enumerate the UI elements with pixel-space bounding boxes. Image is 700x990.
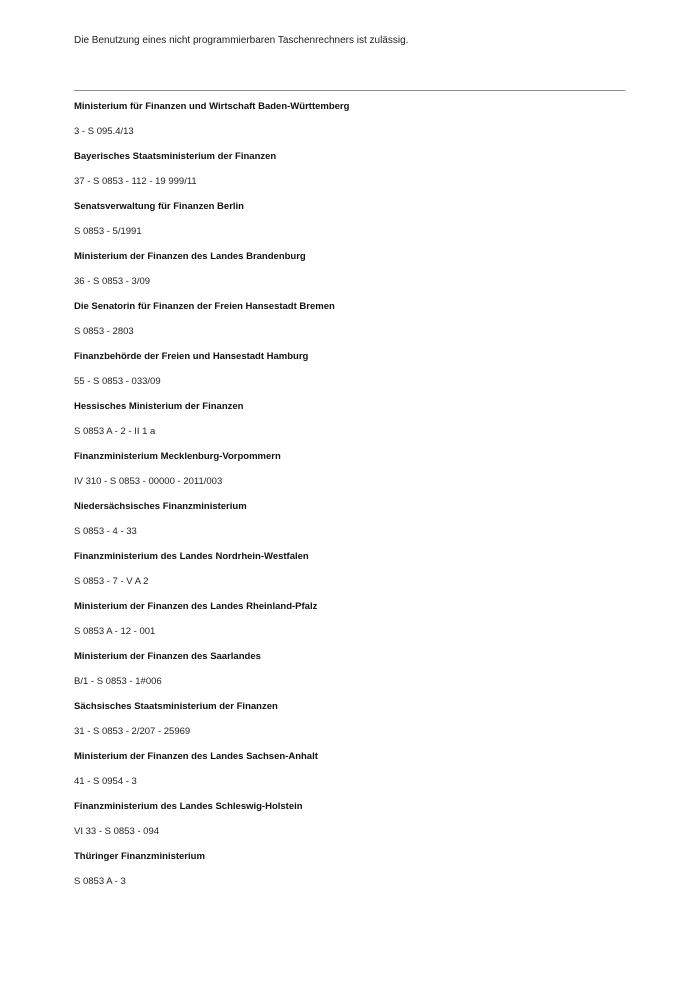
reference-number: S 0853 A - 3 bbox=[74, 876, 126, 887]
authority-entry-sachsen-anhalt bbox=[74, 750, 634, 800]
authority-name: Hessisches Ministerium der Finanzen bbox=[74, 401, 244, 412]
reference-number: S 0853 A - 12 - 001 bbox=[74, 626, 156, 637]
authority-name: Ministerium der Finanzen des Landes Brandenburg bbox=[74, 251, 306, 262]
reference-number: 41 - S 0954 - 3 bbox=[74, 776, 137, 787]
reference-number: S 0853 A - 2 - II 1 a bbox=[74, 426, 156, 437]
authority-name: Finanzministerium des Landes Nordrhein-Westfalen bbox=[74, 551, 309, 562]
authority-name: Senatsverwaltung für Finanzen Berlin bbox=[74, 201, 244, 212]
authority-name: Ministerium der Finanzen des Landes Sachsen-Anhalt bbox=[74, 751, 318, 762]
authority-name: Thüringer Finanzministerium bbox=[74, 851, 205, 862]
reference-number: VI 33 - S 0853 - 094 bbox=[74, 826, 160, 837]
authority-entry-hamburg bbox=[74, 350, 634, 400]
horizontal-divider bbox=[74, 90, 625, 91]
authority-entry-nordrhein-westfalen bbox=[74, 550, 634, 600]
reference-number: S 0853 - 4 - 33 bbox=[74, 526, 137, 537]
authority-name: Niedersächsisches Finanzministerium bbox=[74, 501, 247, 512]
authority-name: Finanzministerium des Landes Schleswig-Holstein bbox=[74, 801, 303, 812]
authority-entry-brandenburg bbox=[74, 250, 634, 300]
authority-name: Bayerisches Staatsministerium der Finanzen bbox=[74, 151, 277, 162]
reference-number: S 0853 - 2803 bbox=[74, 326, 134, 337]
reference-number: 55 - S 0853 - 033/09 bbox=[74, 376, 161, 387]
authority-entry-sachsen bbox=[74, 700, 634, 750]
authority-entry-rheinland-pfalz bbox=[74, 600, 634, 650]
authority-entry-berlin bbox=[74, 200, 634, 250]
authority-name: Die Senatorin für Finanzen der Freien Hansestadt Bremen bbox=[74, 301, 335, 312]
authority-name: Ministerium der Finanzen des Landes Rheinland-Pfalz bbox=[74, 601, 318, 612]
reference-number: B/1 - S 0853 - 1#006 bbox=[74, 676, 162, 687]
authority-name: Sächsisches Staatsministerium der Finanzen bbox=[74, 701, 278, 712]
authority-entry-bremen bbox=[74, 300, 634, 350]
reference-number: 31 - S 0853 - 2/207 - 25969 bbox=[74, 726, 191, 737]
reference-number: 36 - S 0853 - 3/09 bbox=[74, 276, 151, 287]
authority-entry-thueringen bbox=[74, 850, 634, 900]
authority-entry-baden-wuerttemberg bbox=[74, 100, 634, 150]
authority-entry-hessen bbox=[74, 400, 634, 450]
authority-name: Ministerium der Finanzen des Saarlandes bbox=[74, 651, 261, 662]
reference-number: 3 - S 095.4/13 bbox=[74, 126, 134, 137]
reference-number: S 0853 - 7 - V A 2 bbox=[74, 576, 149, 587]
reference-number: IV 310 - S 0853 - 00000 - 2011/003 bbox=[74, 476, 223, 487]
intro-text: Die Benutzung eines nicht programmierbaren Taschenrechners ist zulässig. bbox=[74, 35, 409, 46]
authority-entry-bayern bbox=[74, 150, 634, 200]
authority-entry-schleswig-holstein bbox=[74, 800, 634, 850]
authority-entry-mecklenburg-vorpommern bbox=[74, 450, 634, 500]
authority-entry-saarland bbox=[74, 650, 634, 700]
authority-list bbox=[74, 100, 634, 900]
authority-entry-niedersachsen bbox=[74, 500, 634, 550]
reference-number: S 0853 - 5/1991 bbox=[74, 226, 142, 237]
reference-number: 37 - S 0853 - 112 - 19 999/11 bbox=[74, 176, 197, 187]
authority-name: Finanzbehörde der Freien und Hansestadt Hamburg bbox=[74, 351, 309, 362]
authority-name: Finanzministerium Mecklenburg-Vorpommern bbox=[74, 451, 281, 462]
authority-name: Ministerium für Finanzen und Wirtschaft Baden-Württemberg bbox=[74, 101, 350, 112]
